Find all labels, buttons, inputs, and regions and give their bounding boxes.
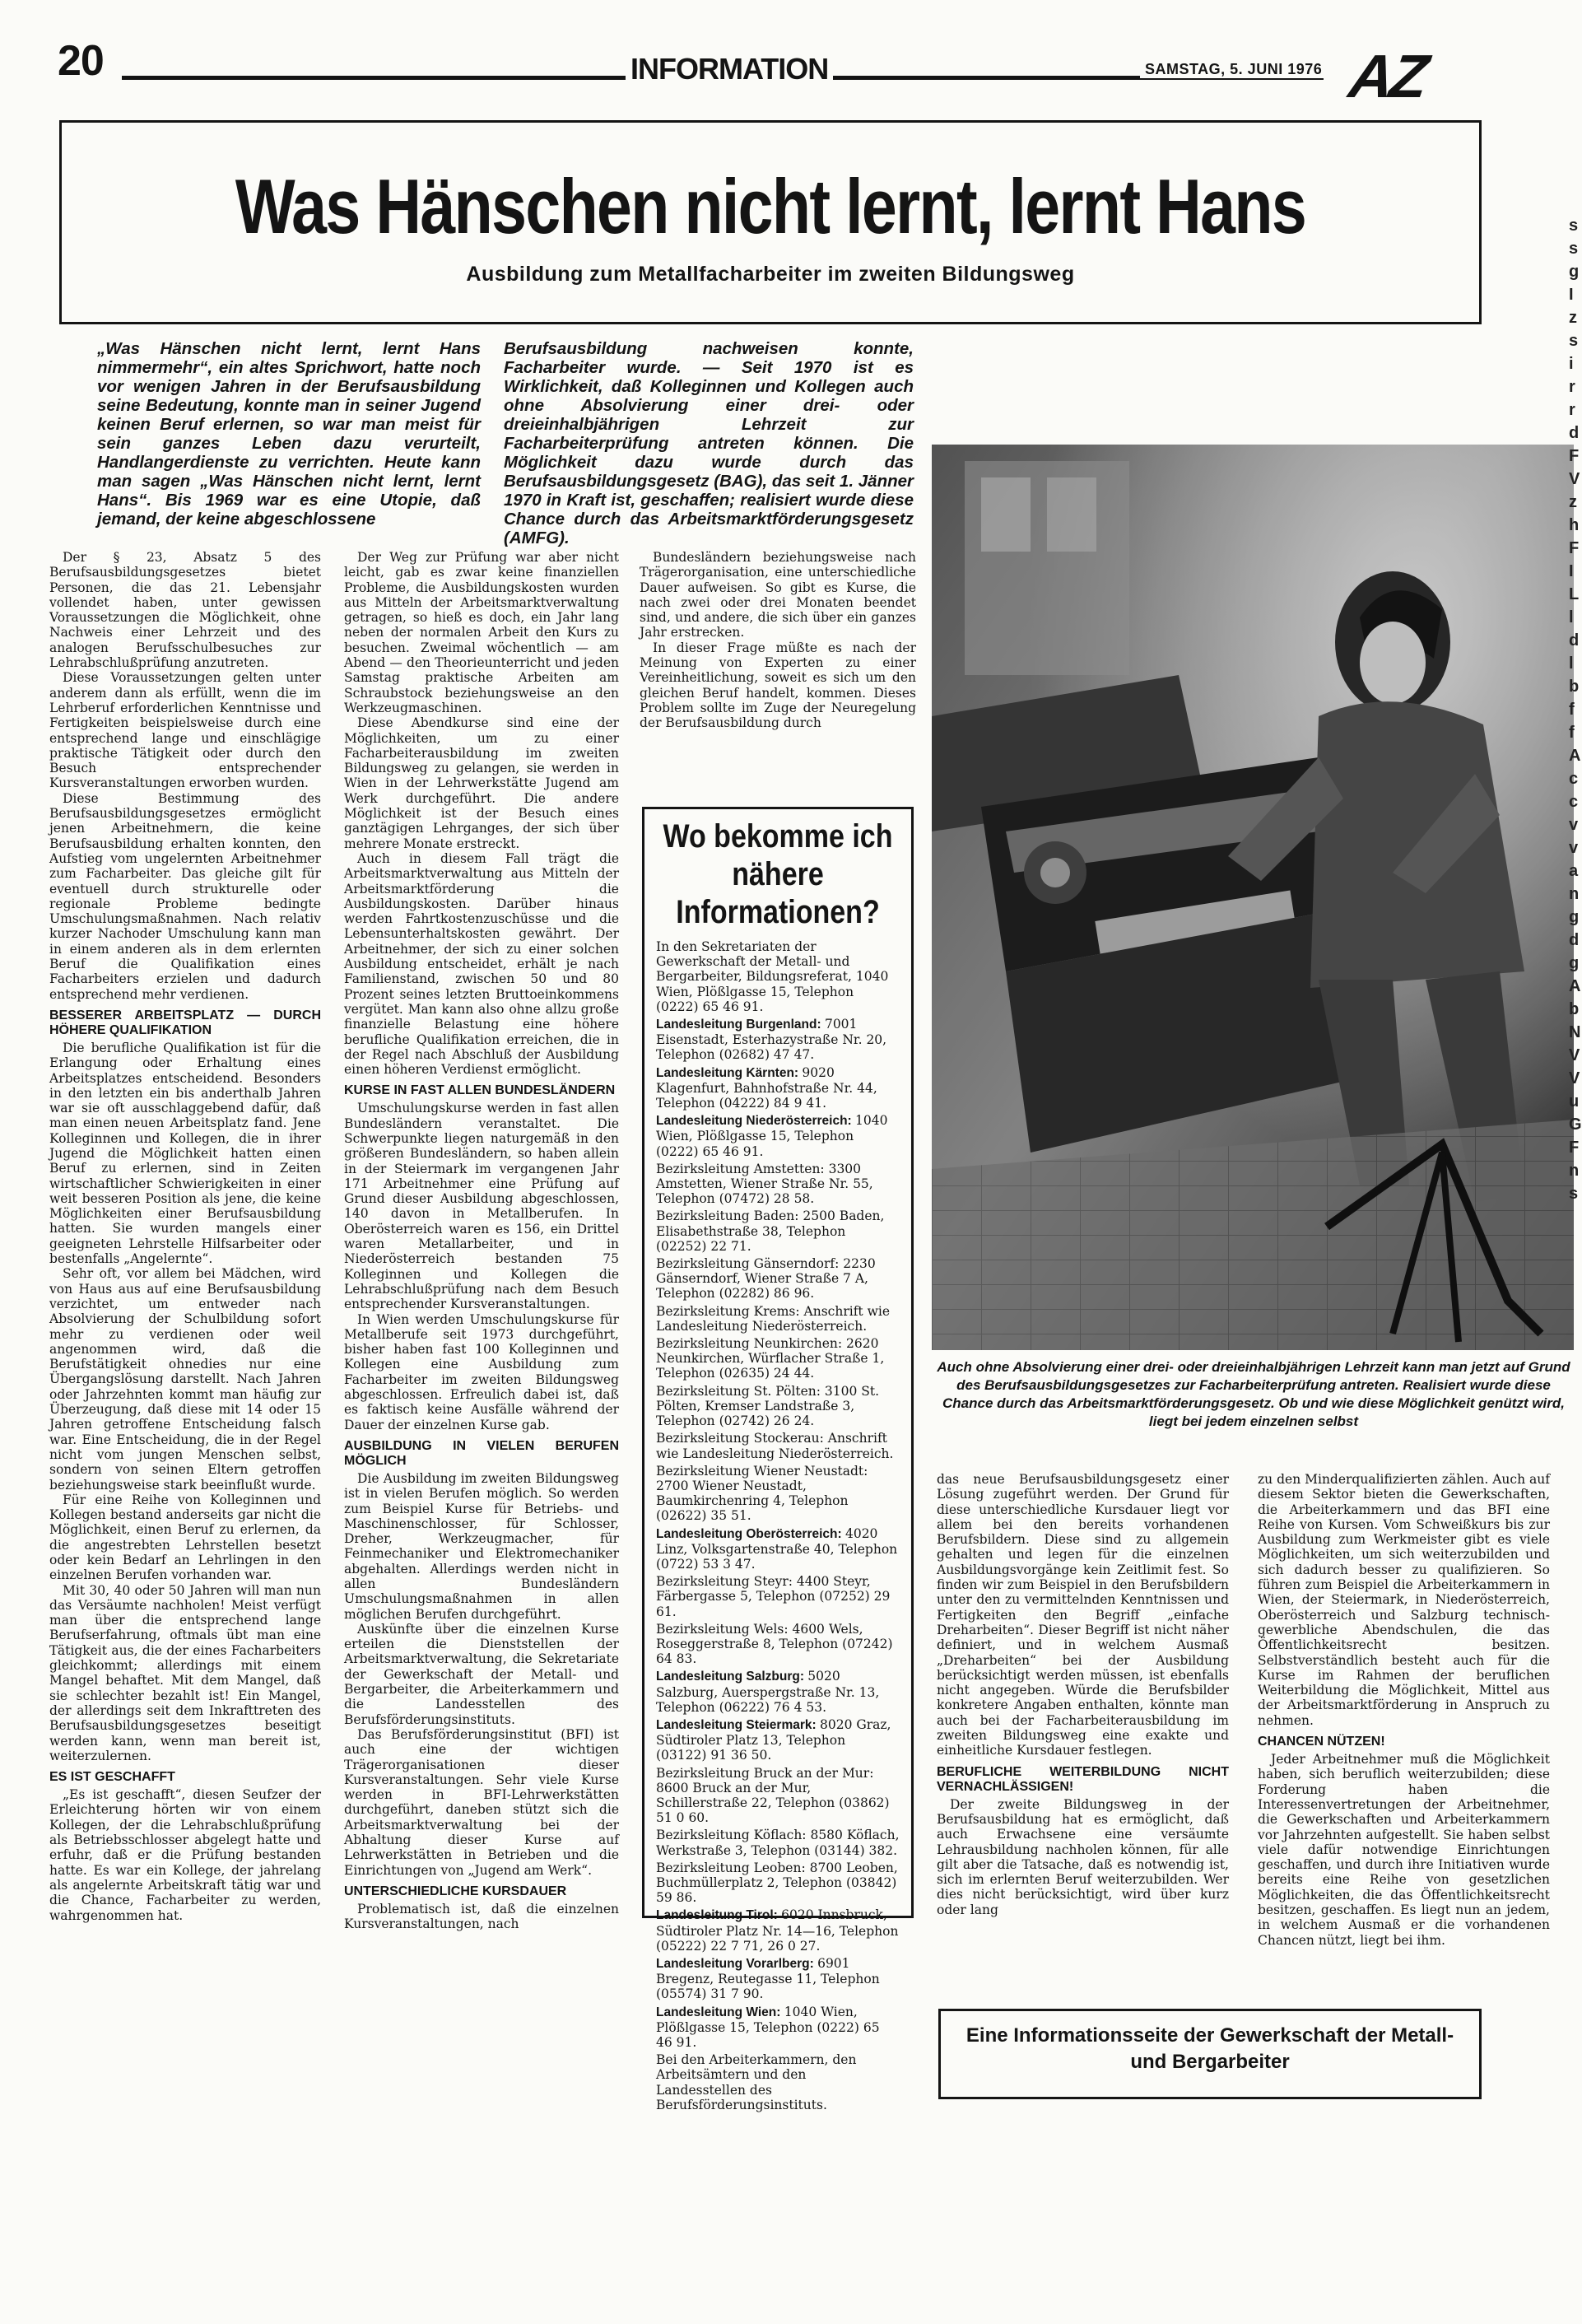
- info-entry-text: 6020 Innsbruck, Südtiroler Platz Nr. 14—16, Telephon (05222) 22 7 71, 26 0 27.: [656, 1907, 899, 1954]
- info-entry-text: 6901 Bregenz, Reutegasse 11, Telephon (05574) 31 7 90.: [656, 1956, 880, 2002]
- margin-letter: v: [1569, 816, 1579, 834]
- info-entry: [656, 1209, 900, 1254]
- margin-letter: z: [1569, 493, 1577, 511]
- margin-letter: c: [1569, 793, 1579, 811]
- margin-letter: v: [1569, 839, 1579, 857]
- newspaper-logo: AZ: [1345, 42, 1430, 110]
- photo-worker-at-lathe: [932, 445, 1574, 1350]
- body-paragraph: Der zweite Bildungsweg in der Berufsausbildung hat es ermöglicht, daß auch Erwachsene eine versäumte Lehrausbildung nachholen können, für alle gilt aber die Tatsache, daß es notwendig ist, sich im erlernten Beruf weiterzubilden. Wer dies nicht berücksichtigt, wird über kurz oder lang: [937, 1796, 1229, 1917]
- margin-letter: c: [1569, 770, 1579, 788]
- info-entry-text: Bezirksleitung Neunkirchen: 2620 Neunkirchen, Würflacher Straße 1, Telephon (02635) 24 44.: [656, 1336, 885, 1381]
- info-entry: [656, 1574, 900, 1619]
- body-paragraph: In dieser Frage müßte es nach der Meinung von Experten zu einer Vereinheitlichung, soweit es sich um den gleichen Beruf handelt, kommen. Dieses Problem sollte im Zuge der Neuregelung der Berufsausbildung durch: [640, 640, 916, 731]
- info-entry-text: Bezirksleitung Wels: 4600 Wels, Roseggerstraße 8, Telephon (07242) 64 83.: [656, 1621, 893, 1667]
- info-entry-heading: Landesleitung Wien:: [656, 2005, 784, 2019]
- info-entry: [656, 1304, 900, 1334]
- info-entry-text: 4020 Linz, Volksgartenstraße 40, Telephon (0722) 53 3 47.: [656, 1525, 898, 1572]
- body-paragraph: Jeder Arbeitnehmer muß die Möglichkeit haben, sich beruflich weiterzubilden; diese Forderung haben die Interessenvertretungen der Arbeitnehmer, die Gewerkschaften und Arbeiterkammern vor Jahrzehnten aufgestellt. Sie haben selbst viele dafür notwendige Einrichtungen geschaffen, und durch ihre Initiativen wurde bereits eine Reihe von gesetzlichen Möglichkeiten, die das Öffentlichkeitsrecht besitzen, geschaffen. Es liegt nun an jedem, in welchem Ausmaß er die vorhandenen Chancen nützt, liegt bei ihm.: [1258, 1752, 1550, 1948]
- info-entry: [656, 1256, 900, 1302]
- info-entry-text: 9020 Klagenfurt, Bahnhofstraße Nr. 44, Telephon (04222) 84 9 41.: [656, 1064, 877, 1111]
- margin-letter: V: [1569, 1069, 1580, 1087]
- info-entry-text: Bezirksleitung Steyr: 4400 Steyr, Färbergasse 5, Telephon (07252) 29 61.: [656, 1574, 891, 1619]
- margin-letter: d: [1569, 424, 1580, 442]
- margin-letter: b: [1569, 678, 1580, 696]
- section-heading: BERUFLICHE WEITERBILDUNG NICHT VERNACHLÄSSIGEN!: [937, 1764, 1229, 1794]
- margin-letter: g: [1569, 263, 1580, 281]
- info-entry-text: Bezirksleitung Köflach: 8580 Köflach, Werkstraße 3, Telephon (03144) 382.: [656, 1828, 900, 1858]
- margin-letter: I: [1569, 562, 1574, 580]
- section-banner: INFORMATION: [626, 54, 833, 84]
- body-paragraph: das neue Berufsausbildungsgesetz einer Lösung zugeführt werden. Der Grund für diese unterschiedliche Kursdauer liegt vor allem bei den bereits vorhandenen Berufsbildern. Diese sind zu allgemein gehalten und legen für die einzelnen Ausbildungsvorgänge kein Zeitlimit fest. So finden wir zum Beispiel in den Berufsbildern unter den zu vermittelnden Kenntnissen und Fertigkeiten den Begriff „einfache Dreharbeiten“. Dieser Begriff ist nicht näher definiert, und in welchem Ausmaß „Dreharbeiten“ bei der Ausbildung berücksichtigt werden müssen, ist ebenfalls nicht angegeben. Würde die Berufsbilder konkretere Angaben enthalten, könnte man auch bei der Facharbeiterausbildung im zweiten Bildungsweg eine exakte und einheitliche Kursdauer festlegen.: [937, 1472, 1229, 1758]
- info-address-list: [656, 939, 900, 2112]
- info-entry-text: 1040 Wien, Plößlgasse 15, Telephon (0222) 65 46 91.: [656, 1113, 888, 1159]
- info-entry-heading: Landesleitung Steiermark:: [656, 1717, 820, 1732]
- article-column-1: [49, 550, 321, 1923]
- info-entry-text: Bezirksleitung St. Pölten: 3100 St. Pölten, Kremser Landstraße 3, Telephon (02742) 26 24.: [656, 1383, 880, 1429]
- body-paragraph: Problematisch ist, daß die einzelnen Kursveranstaltungen, nach: [344, 1901, 619, 1932]
- info-entry: [656, 1669, 900, 1715]
- margin-letter: i: [1569, 355, 1574, 373]
- margin-letter: L: [1569, 585, 1580, 603]
- info-entry-heading: Landesleitung Burgenland:: [656, 1018, 825, 1032]
- info-entry-text: Bezirksleitung Baden: 2500 Baden, Elisabethstraße 38, Telephon (02252) 22 71.: [656, 1209, 885, 1254]
- body-paragraph: Auch in diesem Fall trägt die Arbeitsmarktverwaltung aus Mitteln der Arbeitsmarktförderung die Ausbildungskosten. Darüber hinaus werden Fahrtkostenzuschüsse und die Lebensunterhaltskosten gewährt. Der Arbeitnehmer, der sich zu einer solchen Ausbildung entscheidet, erhält je nach Familienstand, zwischen 50 und 80 Prozent seines letzten Bruttoeinkommens vergütet. Man kann also ohne allzu große finanzielle Belastung eine höhere berufliche Qualifikation erreichen, die in der Regel nach Abschluß der Ausbildung einen höheren Verdienst ermöglicht.: [344, 850, 619, 1078]
- margin-letter: l: [1569, 608, 1574, 626]
- info-entry: [656, 1113, 900, 1159]
- body-paragraph: Diese Voraussetzungen gelten unter anderem dann als erfüllt, wenn die im Lehrberuf erforderlichen Kenntnisse und Fertigkeiten beispielsweise durch eine entsprechend lange und einschlägige praktische Tätigkeit oder durch den Besuch entsprechender Kursveranstaltungen erworben wurden.: [49, 670, 321, 791]
- article-headline: Was Hänschen nicht lernt, lernt Hans: [235, 163, 1306, 249]
- body-paragraph: Bundesländern beziehungsweise nach Trägerorganisation, eine unterschiedliche Dauer aufweisen. So gibt es Kurse, die nach zwei oder drei Monaten beendet sind, und andere, die sich über ein ganzes Jahr erstrecken.: [640, 550, 916, 640]
- margin-letter: n: [1569, 885, 1580, 903]
- info-entry: [656, 1065, 900, 1111]
- info-entry-text: Bezirksleitung Stockerau: Anschrift wie Landesleitung Niederösterreich.: [656, 1431, 894, 1461]
- body-paragraph: Diese Bestimmung des Berufsausbildungsgesetzes ermöglicht jenen Arbeitnehmern, die keine Berufsausbildung erhalten konnten, den Aufstieg vom ungelernten Arbeitnehmer zum Facharbeiter. Das gleiche gilt für eventuell durch strukturelle oder regionale Probleme bedingte Umschulungsmaßnahmen. Nach relativ kurzer Nachoder Umschulung kann man in einem anderen als in dem erlernten Beruf die Qualifikation eines Facharbeiters erzielen und dadurch entsprechend mehr verdienen.: [49, 790, 321, 1002]
- margin-letter: s: [1569, 240, 1579, 258]
- body-paragraph: Für eine Reihe von Kolleginnen und Kollegen bestand anderseits gar nicht die Möglichkeit, einen Beruf zu erlernen, da die angestrebten Lehrstellen besetzt oder kein Bedarf an Lehrlingen in den einzelnen Berufen vorhanden war.: [49, 1492, 321, 1583]
- margin-letter: A: [1569, 747, 1581, 765]
- neighbour-page-margin: [1569, 214, 1580, 1205]
- info-entry-text: Bezirksleitung Amstetten: 3300 Amstetten, Wiener Straße Nr. 55, Telephon (07472) 28 58.: [656, 1161, 873, 1207]
- headline-box: [59, 120, 1482, 324]
- body-paragraph: Die berufliche Qualifikation ist für die Erlangung oder Erhaltung eines Arbeitsplatzes entscheidend. Besonders in den letzten ein bis anderthalb Jahren war sie oft ausschlaggebend dafür, daß man einen neuen Arbeitsplatz fand. Jene Kolleginnen und Kollegen, die in ihrer Jugend die Möglichkeit hatten einen Beruf zu erlernen, sind in Zeiten wirtschaftlicher Schwierigkeiten in einer weit besseren Position als jene, die keine Möglichkeiten einer Berufsausbildung hatten. Sie wurden mangels einer geeigneten Lehrstelle Hilfsarbeiter oder bestenfalls „Angelernte“.: [49, 1040, 321, 1267]
- margin-letter: r: [1569, 378, 1575, 396]
- info-entry-heading: Landesleitung Kärnten:: [656, 1065, 803, 1080]
- info-entry-text: Bezirksleitung Leoben: 8700 Leoben, Buchmüllerplatz 2, Telephon (03842) 59 86.: [656, 1860, 898, 1906]
- body-paragraph: „Es ist geschafft“, diesen Seufzer der Erleichterung hörten wir von einem Kollegen, der die Lehrabschlußprüfung als Betriebsschlosser abgelegt hatte und erfuhr, daß er die Prüfung bestanden hatte. Es war ein Kollege, der jahrelang als angelernte Arbeitskraft tätig war und die Chance, Facharbeiter zu werden, wahrgenommen hat.: [49, 1787, 321, 1923]
- info-entry: [656, 1336, 900, 1381]
- info-entry: [656, 1907, 900, 1954]
- margin-letter: G: [1569, 1115, 1582, 1134]
- margin-letter: g: [1569, 954, 1580, 972]
- body-paragraph: Der Weg zur Prüfung war aber nicht leicht, gab es zwar keine finanziellen Probleme, die Ausbildungskosten wurden aus Mitteln der Arbeitsmarktverwaltung getragen, so hieß es doch, ein Jahr lang neben der normalen Arbeit den Kurs zu besuchen. Zweimal wöchentlich — am Abend — den Theorieunterricht und jeden Samstag praktische Arbeiten am Schraubstock beziehungsweise an den Werkzeugmaschinen.: [344, 550, 619, 715]
- margin-letter: n: [1569, 1162, 1580, 1180]
- info-entry: [656, 1622, 900, 1667]
- margin-letter: F: [1569, 1139, 1580, 1157]
- info-entry: [656, 939, 900, 1014]
- info-entry: [656, 1162, 900, 1207]
- margin-letter: f: [1569, 701, 1575, 719]
- article-column-5: [1258, 1472, 1550, 1948]
- info-box: [642, 807, 914, 2112]
- margin-letter: b: [1569, 1000, 1580, 1018]
- info-entry: [656, 1384, 900, 1429]
- margin-letter: s: [1569, 217, 1579, 235]
- margin-letter: N: [1569, 1023, 1581, 1041]
- info-entry-text: Bezirksleitung Bruck an der Mur: 8600 Bruck an der Mur, Schillerstraße 22, Telephon (03862) 51 0 60.: [656, 1765, 890, 1826]
- info-entry-text: Bei den Arbeiterkammern, den Arbeitsämtern und den Landesstellen des Berufsförderungsinstituts.: [656, 2052, 857, 2112]
- info-entry-text: 1040 Wien, Plößlgasse 15, Telephon (0222) 65 46 91.: [656, 2004, 880, 2051]
- body-paragraph: Der § 23, Absatz 5 des Berufsausbildungsgesetzes bietet Personen, die das 21. Lebensjahr vollendet haben, unter gewissen Voraussetzungen die Möglichkeit, ohne Nachweis einer Lehrzeit und des analogen Berufsschulbesuches zur Lehrabschlußprüfung anzutreten.: [49, 550, 321, 671]
- info-entry: [656, 2005, 900, 2051]
- section-heading: UNTERSCHIEDLICHE KURSDAUER: [344, 1884, 567, 1898]
- photo-image: [932, 445, 1574, 1350]
- margin-letter: I: [1569, 286, 1574, 304]
- body-paragraph: zu den Minderqualifizierten zählen. Auch auf diesem Sektor bieten die Gewerkschaften, die Arbeiterkammern und das BFI eine Reihe von Kursen. Vom Schweißkurs bis zur Ausbildung zum Werkmeister gibt es viele Möglichkeiten, um sich weiterzubilden und sich dadurch besser zu qualifizieren. So führen zum Beispiel die Arbeiterkammern in Wien, der Steiermark, in Niederösterreich, Oberösterreich und Salzburg technisch-gewerbliche Abendschulen, die das Öffentlichkeitsrecht besitzen. Selbstverständlich besteht auch für die Kurse im Rahmen der beruflichen Weiterbildung die Möglichkeit, Mittel aus der Arbeitsmarktförderung in Anspruch zu nehmen.: [1258, 1472, 1550, 1728]
- article-column-2: [344, 550, 619, 1932]
- info-entry-text: Bezirksleitung Krems: Anschrift wie Landesleitung Niederösterreich.: [656, 1303, 890, 1334]
- margin-letter: f: [1569, 724, 1575, 742]
- margin-letter: z: [1569, 309, 1577, 327]
- info-entry-text: 5020 Salzburg, Auerspergstraße Nr. 13, Telephon (06222) 76 4 53.: [656, 1669, 880, 1715]
- body-paragraph: Die Ausbildung im zweiten Bildungsweg ist in vielen Berufen möglich. So werden zum Beispiel Kurse für Betriebs- und Maschinenschlosser, für Schlosser, Dreher, Werkzeugmacher, für Feinmechaniker und Elektromechaniker abgehalten. Allerdings werden nicht in allen Bundesländern Umschulungsmaßnahmen in allen möglichen Berufen durchgeführt.: [344, 1470, 619, 1622]
- info-entry: [656, 1861, 900, 1906]
- body-paragraph: Sehr oft, vor allem bei Mädchen, wird von Haus aus auf eine Berufsausbildung verzichtet, um entweder nach Absolvierung der Schulbildung sofort mehr zu verdienen oder weil angenommen wird, daß die Berufstätigkeit ohnedies nur eine Übergangslösung darstellt. Nach Jahren oder Jahrzehnten kommt man häufig zur Überzeugung, daß diese mit 14 oder 15 Jahren getroffene Entscheidung falsch war. Eine Entscheidung, die in der Regel nicht vom jungen Menschen selbst, sondern von seinen Eltern getroffen beziehungsweise stark beeinflußt wurde.: [49, 1266, 321, 1493]
- article-column-4: [937, 1472, 1229, 1917]
- info-entry-text: Bezirksleitung Gänserndorf: 2230 Gänserndorf, Wiener Straße 7 A, Telephon (02282) 86 96.: [656, 1256, 876, 1302]
- margin-letter: u: [1569, 1092, 1580, 1111]
- lead-paragraph-left: „Was Hänschen nicht lernt, lernt Hans nimmermehr“, ein altes Sprichwort, hatte noch vor wenigen Jahren in der Berufsausbildung seine Bedeutung, konnte man in seiner Jugend keinen Beruf erlernen, so war man meist für sein ganzes Leben dazu verurteilt, Handlangerdienste zu verrichten. Heute kann man sagen „Was Hänschen nicht lernt, lernt Hans“. Bis 1969 war es eine Utopie, daß jemand, der keine abgeschlossene: [97, 339, 481, 529]
- margin-letter: A: [1569, 977, 1581, 995]
- info-entry: [656, 1828, 900, 1857]
- footer-box: Eine Informationsseite der Gewerkschaft der Metall- und Bergarbeiter: [938, 2009, 1482, 2099]
- info-entry-heading: Landesleitung Vorarlberg:: [656, 1957, 818, 1971]
- info-entry-heading: Landesleitung Oberösterreich:: [656, 1526, 845, 1541]
- section-heading: AUSBILDUNG IN VIELEN BERUFEN MÖGLICH: [344, 1438, 619, 1468]
- body-paragraph: Umschulungskurse werden in fast allen Bundesländern veranstaltet. Die Schwerpunkte liegen naturgemäß in den größeren Bundesländern, so haben allein in der Steiermark im vergangenen Jahr 171 Arbeitnehmer eine Prüfung auf Grund dieser Ausbildung abgeschlossen, 140 davon in Metallberufen. In Oberösterreich waren es 156, ein Drittel waren Metallarbeiter, und in Niederösterreich bestanden 75 Kolleginnen und Kollegen die Lehrabschlußprüfung nach dem Besuch entsprechender Kursveranstaltungen.: [344, 1101, 619, 1312]
- info-entry-text: 8020 Graz, Südtiroler Platz 13, Telephon (03122) 91 36 50.: [656, 1716, 891, 1763]
- info-entry: [656, 1526, 900, 1572]
- info-box-title: Wo bekomme ich nähere Informationen?: [663, 818, 893, 930]
- info-entry: [656, 1464, 900, 1524]
- info-entry-heading: Landesleitung Niederösterreich:: [656, 1114, 856, 1129]
- info-entry-heading: Landesleitung Tirol:: [656, 1908, 782, 1923]
- info-entry-text: Bezirksleitung Wiener Neustadt: 2700 Wiener Neustadt, Baumkirchenring 4, Telephon (02622) 35 51.: [656, 1463, 868, 1524]
- article-subtitle: Ausbildung zum Metallfacharbeiter im zweiten Bildungsweg: [466, 263, 1075, 286]
- margin-letter: l: [1569, 654, 1574, 673]
- info-entry: [656, 1956, 900, 2002]
- body-paragraph: Diese Abendkurse sind eine der Möglichkeiten, um zu einer Facharbeiterausbildung im zweiten Bildungsweg zu gelangen, sie werden in Wien in der Lehrwerkstätte Jugend am Werk durchgeführt. Die andere Möglichkeit ist der Besuch eines ganztägigen Lehrganges, der sich über mehrere Monate erstreckt.: [344, 715, 619, 851]
- margin-letter: d: [1569, 631, 1580, 650]
- info-entry: [656, 1717, 900, 1763]
- info-entry: [656, 2052, 900, 2112]
- section-heading: CHANCEN NÜTZEN!: [1258, 1735, 1385, 1749]
- margin-letter: r: [1569, 401, 1575, 419]
- section-heading: ES IST GESCHAFFT: [49, 1770, 175, 1785]
- lead-paragraph-right: Berufsausbildung nachweisen konnte, Facharbeiter wurde. — Seit 1970 ist es Wirklichkeit, daß Kolleginnen und Kollegen auch ohne Absolvierung einer drei- oder dreieinhalbjährigen Lehrzeit zur Facharbeiterprüfung antreten können. Die Möglichkeit dazu wurde durch das Berufsausbildungsgesetz (BAG), das seit 1. Jänner 1970 in Kraft ist, geschaffen; realisiert wurde diese Chance durch das Arbeitsmarktförderungsgesetz (AMFG).: [504, 339, 914, 547]
- margin-letter: s: [1569, 332, 1579, 350]
- margin-letter: h: [1569, 516, 1580, 534]
- info-entry-text: In den Sekretariaten der Gewerkschaft der Metall- und Bergarbeiter, Bildungsreferat, 1040 Wien, Plößlgasse 15, Telephon (0222) 65 46 91.: [656, 939, 889, 1014]
- info-entry: [656, 1431, 900, 1460]
- info-entry-text: 7001 Eisenstadt, Esterhazystraße Nr. 20, Telephon (02682) 47 47.: [656, 1017, 887, 1063]
- info-entry: [656, 1017, 900, 1063]
- info-entry: [656, 1766, 900, 1826]
- body-paragraph: In Wien werden Umschulungskurse für Metallberufe seit 1973 durchgeführt, bisher haben fast 100 Kolleginnen und Kollegen eine Ausbildung zum Facharbeiter im zweiten Bildungsweg abgeschlossen. Erfreulich dabei ist, daß es faktisch keine Ausfälle während der Dauer der einzelnen Kurse gab.: [344, 1311, 619, 1432]
- photo-caption: Auch ohne Absolvierung einer drei- oder dreieinhalbjährigen Lehrzeit kann man jetzt auf Grund des Berufsausbildungsgesetzes zur Facharbeiterprüfung antreten. Realisiert wurde diese Chance durch das Arbeitsmarktförderungsgesetz. Ob und wie diese Möglichkeit genützt wird, liegt bei jedem einzelnen selbst: [937, 1359, 1570, 1429]
- margin-letter: F: [1569, 447, 1580, 465]
- margin-letter: a: [1569, 862, 1579, 880]
- margin-letter: V: [1569, 470, 1580, 488]
- body-paragraph: Mit 30, 40 oder 50 Jahren will man nun das Versäumte nachholen! Meist verfügt man über die entsprechend lange Berufserfahrung, oftmals übt man eine Tätigkeit aus, die der eines Facharbeiters gleichkommt; allerdings mit einem Mangel behaftet. Mit dem Mangel, daß sie schlechter bezahlt ist! Ein Mangel, der allerdings seit dem Inkrafttreten des Berufsausbildungsgesetzes beseitigt werden kann, wenn man bereit ist, weiterzulernen.: [49, 1582, 321, 1763]
- issue-date: SAMSTAG, 5. JUNI 1976: [1140, 61, 1327, 78]
- margin-letter: F: [1569, 539, 1580, 557]
- margin-letter: s: [1569, 1185, 1579, 1203]
- article-column-3: [640, 550, 916, 731]
- margin-letter: d: [1569, 931, 1580, 949]
- margin-letter: V: [1569, 1046, 1580, 1064]
- section-heading: BESSERER ARBEITSPLATZ — DURCH HÖHERE QUALIFIKATION: [49, 1008, 321, 1037]
- info-entry-heading: Landesleitung Salzburg:: [656, 1670, 808, 1684]
- margin-letter: g: [1569, 908, 1580, 926]
- body-paragraph: Auskünfte über die einzelnen Kurse erteilen die Dienststellen der Arbeitsmarktverwaltung, die Sekretariate der Gewerkschaft der Metall- und Bergarbeiter, die Arbeiterkammern und die Landesstellen des Berufsförderungsinstituts.: [344, 1621, 619, 1727]
- body-paragraph: Das Berufsförderungsinstitut (BFI) ist auch eine der wichtigen Trägerorganisationen dieser Kursveranstaltungen. Sehr viele Kurse werden in BFI-Lehrwerkstätten durchgeführt, daneben stützt sich die Arbeitsmarktverwaltung bei der Abhaltung dieser Kurse auf Lehrwerkstätten in Betrieben und die Einrichtungen von „Jugend am Werk“.: [344, 1726, 619, 1878]
- section-heading: KURSE IN FAST ALLEN BUNDESLÄNDERN: [344, 1083, 616, 1098]
- page-number: 20: [58, 37, 104, 85]
